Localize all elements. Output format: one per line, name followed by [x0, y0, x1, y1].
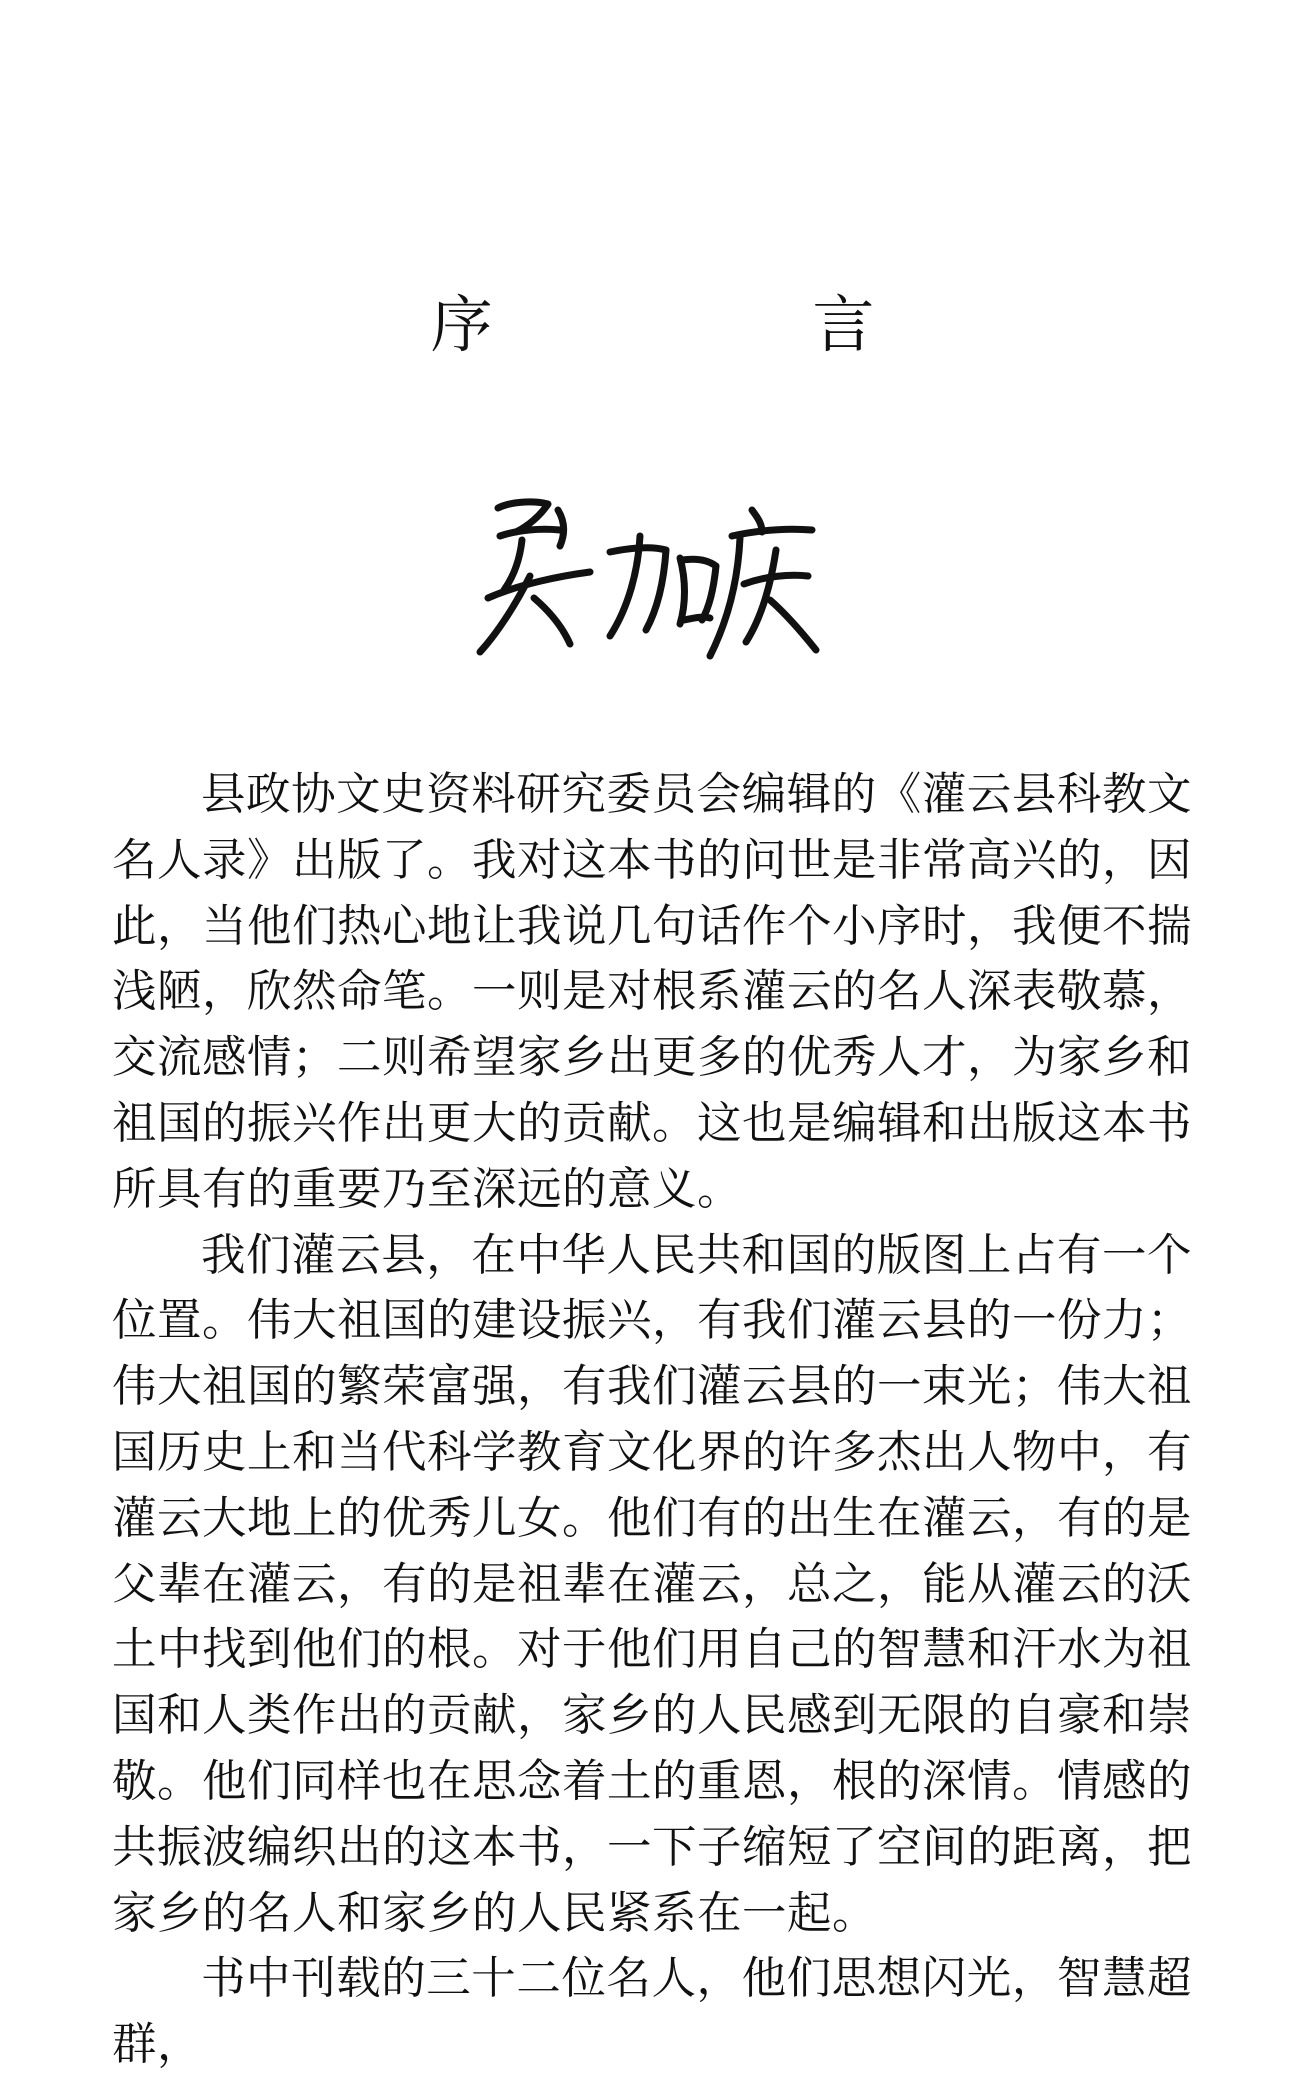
preface-body	[112, 762, 1192, 2078]
paragraph-3: 书中刊载的三十二位名人，他们思想闪光，智慧超群，	[112, 1953, 1192, 2071]
paragraph-1: 县政协文史资料研究委员会编辑的《灌云县科教文名人录》出版了。我对这本书的问世是非常高兴的，因此，当他们热心地让我说几句话作个小序时，我便不揣浅陋，欣然命笔。一则是对根系灌云的名人深表敬慕，交流感情；二则希望家乡出更多的优秀人才，为家乡和祖国的振兴作出更大的贡献。这也是编辑和出版这本书所具有的重要乃至深远的意义。	[112, 769, 1193, 1215]
paragraph-2: 我们灌云县，在中华人民共和国的版图上占有一个位置。伟大祖国的建设振兴，有我们灌云县的一份力；伟大祖国的繁荣富强，有我们灌云县的一束光；伟大祖国历史上和当代科学教育文化界的许多杰出人物中，有灌云大地上的优秀儿女。他们有的出生在灌云，有的是父辈在灌云，有的是祖辈在灌云，总之，能从灌云的沃土中找到他们的根。对于他们用自己的智慧和汗水为祖国和人类作出的贡献，家乡的人民感到无限的自豪和崇敬。他们同样也在思念着土的重恩，根的深情。情感的共振波编织出的这本书，一下子缩短了空间的距离，把家乡的名人和家乡的人民紧系在一起。	[112, 1229, 1193, 1939]
handwritten-signature	[470, 480, 830, 670]
page-title: 序 言	[430, 288, 1025, 361]
